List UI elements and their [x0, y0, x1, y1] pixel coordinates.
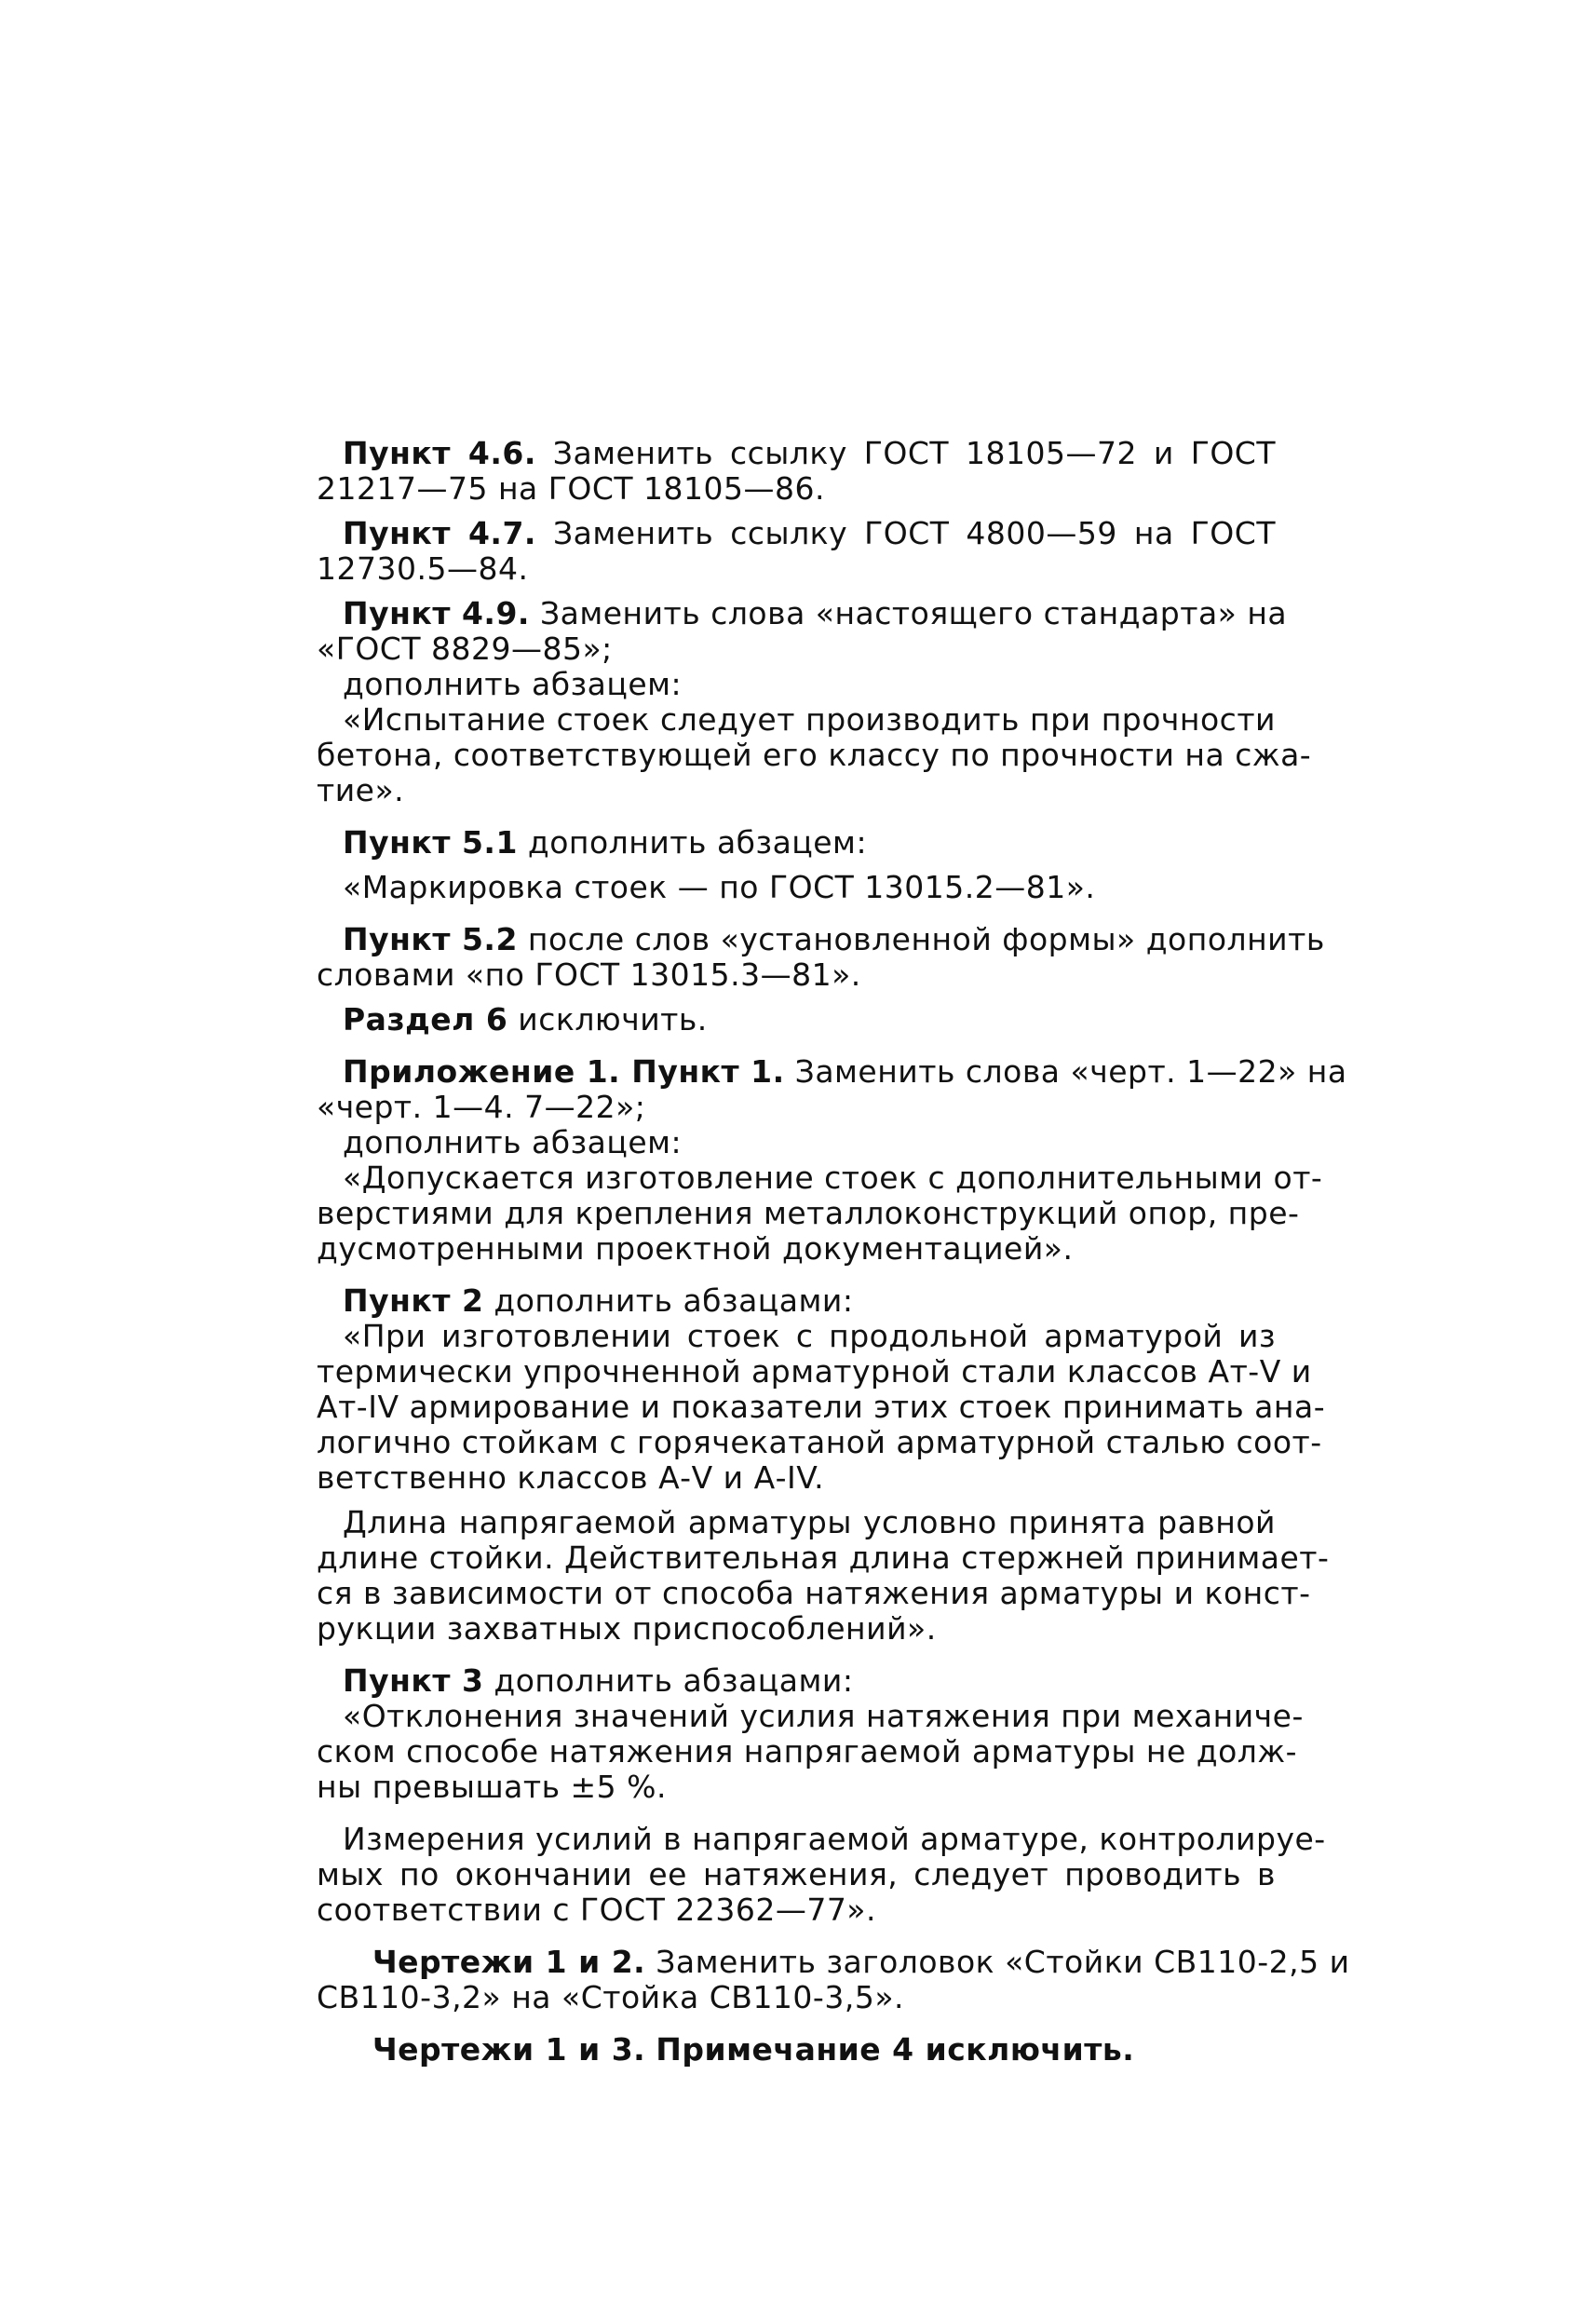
- clause-5-2: [317, 921, 1325, 993]
- clause-text: «При изготовлении стоек с продольной арматурой из: [343, 1318, 1276, 1354]
- clause-text: дополнить абзацем:: [343, 666, 683, 702]
- clause-2: [317, 1282, 1330, 1647]
- clause-heading: Чертежи 1 и 2.: [372, 1944, 646, 1980]
- clause-text: 12730.5—84.: [317, 550, 529, 587]
- clause-text: ся в зависимости от способа натяжения арматуры и конст-: [317, 1575, 1311, 1611]
- clause-heading: Пункт 4.6.: [343, 435, 536, 471]
- clause-text: Ат-IV армирование и показатели этих стоек принимать ана-: [317, 1389, 1326, 1425]
- clause-text: дополнить абзацами:: [494, 1282, 854, 1319]
- clause-text: ветственно классов А-V и А-IV.: [317, 1459, 825, 1496]
- clause-text: СВ110-3,2» на «Стойка СВ110-3,5».: [317, 1979, 904, 2015]
- clause-text: длине стойки. Действительная длина стержней принимает-: [317, 1539, 1330, 1576]
- clause-text: Заменить слова «настоящего стандарта» на: [539, 595, 1288, 631]
- clause-heading: Приложение 1. Пункт 1.: [343, 1053, 785, 1090]
- clause-text: ны превышать ±5 %.: [317, 1769, 668, 1805]
- clause-text: логично стойкам с горячекатаной арматурной сталью соот-: [317, 1424, 1322, 1460]
- clause-4-6: [317, 436, 1276, 507]
- drawings-1-2: [317, 1944, 1350, 2015]
- clause-heading: Раздел 6: [343, 1001, 508, 1037]
- clause-text: Заменить ссылку ГОСТ 4800—59 на ГОСТ: [552, 515, 1276, 551]
- clause-4-9: [317, 595, 1312, 808]
- clause-text: бетона, соответствующей его классу по прочности на сжа-: [317, 737, 1312, 773]
- clause-text: рукции захватных приспособлений».: [317, 1610, 937, 1647]
- clause-text: соответствии с ГОСТ 22362—77».: [317, 1892, 876, 1928]
- appendix-1-clause-1: [317, 1053, 1347, 1267]
- clause-heading: Пункт 2: [343, 1282, 484, 1319]
- clause-text: 21217—75 на ГОСТ 18105—86.: [317, 470, 825, 507]
- clause-text: Заменить слова «черт. 1—22» на: [794, 1053, 1347, 1090]
- clause-text: словами «по ГОСТ 13015.3—81».: [317, 956, 861, 993]
- drawings-1-3: [317, 2032, 1276, 2068]
- clause-text: дусмотренными проектной документацией».: [317, 1230, 1074, 1267]
- clause-heading: Пункт 4.9.: [343, 595, 530, 631]
- clause-5-1: [317, 825, 1276, 905]
- clause-heading: Пункт 5.2: [343, 921, 518, 957]
- clause-text: «Испытание стоек следует производить при прочности: [343, 701, 1276, 738]
- clause-4-7: [317, 516, 1276, 587]
- section-6: [317, 1002, 1276, 1037]
- clause-text: Длина напрягаемой арматуры условно принята равной: [343, 1504, 1276, 1540]
- clause-text: «Допускается изготовление стоек с дополнительными от-: [343, 1160, 1323, 1196]
- clause-heading: Чертежи 1 и 3.: [372, 2031, 646, 2068]
- clause-heading: Пункт 3: [343, 1662, 484, 1699]
- clause-text: исключить.: [518, 1001, 708, 1037]
- clause-heading: Пункт 4.7.: [343, 515, 536, 551]
- clause-text: «Отклонения значений усилия натяжения при механиче-: [343, 1698, 1304, 1734]
- clause-text: дополнить абзацами:: [494, 1662, 854, 1699]
- clause-text: Измерения усилий в напрягаемой арматуре, контролируе-: [343, 1821, 1326, 1857]
- clause-text: «Маркировка стоек — по ГОСТ 13015.2—81».: [343, 869, 1096, 905]
- clause-text: мых по окончании ее натяжения, следует проводить в: [317, 1856, 1276, 1892]
- clause-text: Примечание 4 исключить.: [656, 2031, 1135, 2068]
- clause-text: дополнить абзацем:: [343, 1124, 683, 1160]
- clause-heading: Пункт 5.1: [343, 824, 518, 861]
- clause-text: тие».: [317, 772, 405, 808]
- clause-text: термически упрочненной арматурной стали классов Ат-V и: [317, 1353, 1312, 1390]
- clause-text: дополнить абзацем:: [527, 824, 868, 861]
- clause-text: Заменить ссылку ГОСТ 18105—72 и ГОСТ: [552, 435, 1276, 471]
- clause-text: ском способе натяжения напрягаемой арматуры не долж-: [317, 1733, 1297, 1770]
- clause-3: [317, 1662, 1326, 1928]
- clause-text: верстиями для крепления металлоконструкций опор, пре-: [317, 1195, 1300, 1231]
- clause-text: после слов «установленной формы» дополнить: [527, 921, 1325, 957]
- clause-text: Заменить заголовок «Стойки СВ110-2,5 и: [656, 1944, 1350, 1980]
- clause-text: «черт. 1—4. 7—22»;: [317, 1089, 646, 1125]
- clause-text: «ГОСТ 8829—85»;: [317, 631, 613, 667]
- document-page: [317, 435, 1350, 2068]
